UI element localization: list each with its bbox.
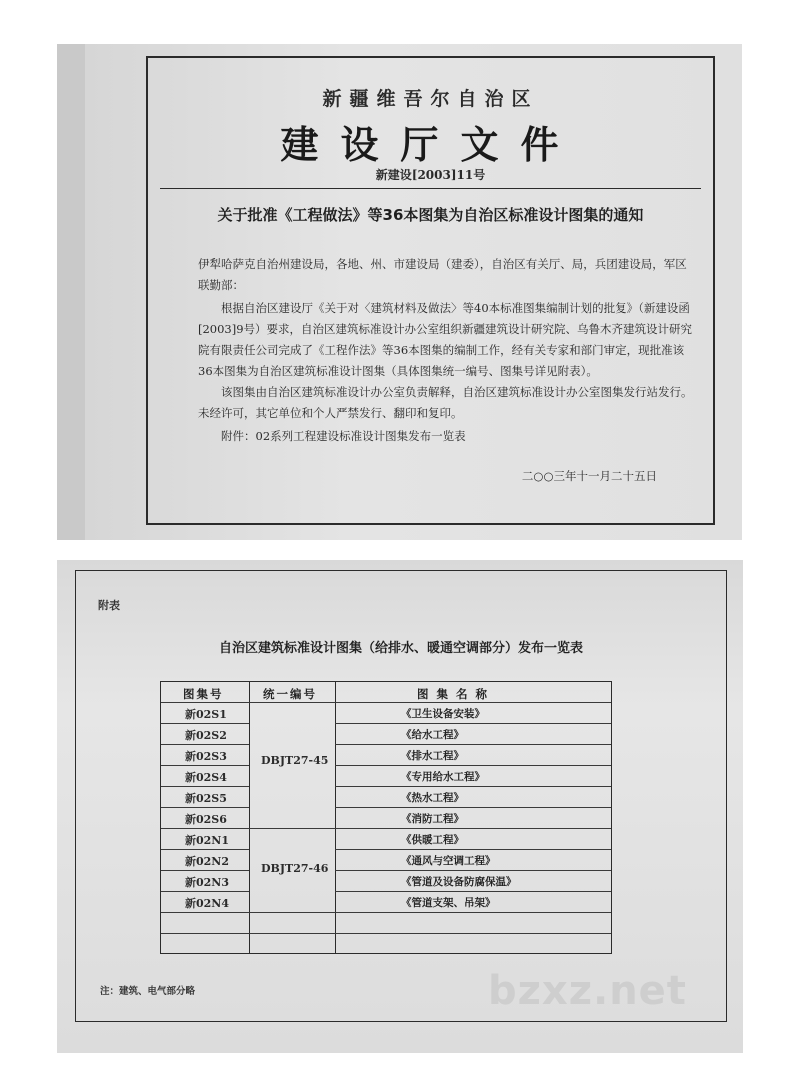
annex-frame [75, 570, 727, 1022]
row-line [335, 891, 611, 892]
header-rule [161, 702, 611, 703]
atlas-number-cell: 新02S4 [185, 771, 227, 784]
atlas-name-cell: 《消防工程》 [401, 813, 464, 825]
atlas-name-cell: 《排水工程》 [401, 750, 464, 762]
issuing-department: 新疆维吾尔自治区 [322, 88, 539, 110]
document-headline: 建设厅文件 [280, 122, 581, 167]
atlas-name-cell: 《通风与空调工程》 [401, 855, 496, 867]
atlas-number-cell: 新02S6 [185, 813, 227, 826]
annex-label: 附表 [98, 599, 120, 612]
row-line [161, 912, 335, 913]
atlas-number-cell: 新02S2 [185, 729, 227, 742]
header-atlas-name: 图集名称 [417, 687, 495, 701]
atlas-name-cell: 《供暖工程》 [401, 834, 464, 846]
unified-code-cell: DBJT27-46 [261, 862, 329, 875]
row-line [161, 723, 249, 724]
row-line [335, 744, 611, 745]
row-line [161, 786, 249, 787]
atlas-number-cell: 新02S3 [185, 750, 227, 763]
row-line [335, 933, 611, 934]
annex-note: 注：建筑、电气部分略 [100, 986, 196, 997]
atlas-number-cell: 新02S1 [185, 708, 227, 721]
row-line [335, 912, 611, 913]
header-atlas-number: 图集号 [183, 687, 224, 701]
row-line [335, 828, 611, 829]
row-line [335, 765, 611, 766]
atlas-number-cell: 新02S5 [185, 792, 227, 805]
body-paragraph-1: 根据自治区建设厅《关于对〈建筑材料及做法〉等40本标准图集编制计划的批复》（新建设函[2003]9号）要求，自治区建筑标准设计办公室组织新疆建筑设计研究院、乌鲁木齐建筑设计研究院有限责任公司完成了《工程作法》等36本图集的编制工作，经有关专家和部门审定，现批准该36本图集为自治区建筑标准设计图集（具体图集统一编号、图集号详见附表）。 [198, 301, 693, 378]
row-line [161, 870, 249, 871]
row-line [335, 870, 611, 871]
notice-frame [146, 56, 715, 525]
atlas-number-cell: 新02N2 [185, 855, 230, 868]
row-line [161, 828, 335, 829]
atlas-name-cell: 《专用给水工程》 [401, 771, 485, 783]
atlas-number-cell: 新02N4 [185, 897, 230, 910]
body-paragraph-2: 该图集由自治区建筑标准设计办公室负责解释，自治区建筑标准设计办公室图集发行站发行。未经许可，其它单位和个人严禁发行、翻印和复印。 [198, 385, 693, 420]
header-rule [160, 188, 701, 189]
issue-date: 二○○三年十一月二十五日 [521, 469, 657, 483]
atlas-name-cell: 《管道及设备防腐保温》 [401, 876, 517, 888]
atlas-table [160, 681, 612, 954]
row-line [161, 933, 335, 934]
atlas-name-cell: 《管道支架、吊架》 [401, 897, 496, 909]
site-watermark: bzxz.net [488, 968, 687, 1014]
row-line [161, 744, 249, 745]
atlas-name-cell: 《给水工程》 [401, 729, 464, 741]
notice-subject: 关于批准《工程做法》等36本图集为自治区标准设计图集的通知 [217, 206, 644, 224]
atlas-number-cell: 新02N3 [185, 876, 230, 889]
row-line [335, 786, 611, 787]
row-line [161, 807, 249, 808]
atlas-number-cell: 新02N1 [185, 834, 230, 847]
unified-code-cell: DBJT27-45 [261, 754, 329, 767]
notice-photo [57, 44, 742, 540]
atlas-name-cell: 《卫生设备安装》 [401, 708, 485, 720]
row-line [161, 849, 249, 850]
row-line [161, 891, 249, 892]
annex-table-title: 自治区建筑标准设计图集（给排水、暖通空调部分）发布一览表 [218, 641, 583, 656]
row-line [161, 765, 249, 766]
document-number: 新建设[2003]11号 [375, 168, 486, 182]
atlas-name-cell: 《热水工程》 [401, 792, 464, 804]
row-line [335, 723, 611, 724]
row-line [335, 849, 611, 850]
header-unified-code: 统一编号 [263, 687, 317, 701]
attachment-line: 附件：02系列工程建设标准设计图集发布一览表 [221, 429, 466, 443]
row-line [335, 807, 611, 808]
addressee: 伊犁哈萨克自治州建设局，各地、州、市建设局（建委），自治区有关厅、局，兵团建设局，军区联勤部： [198, 257, 687, 292]
notice-paper [85, 44, 742, 540]
